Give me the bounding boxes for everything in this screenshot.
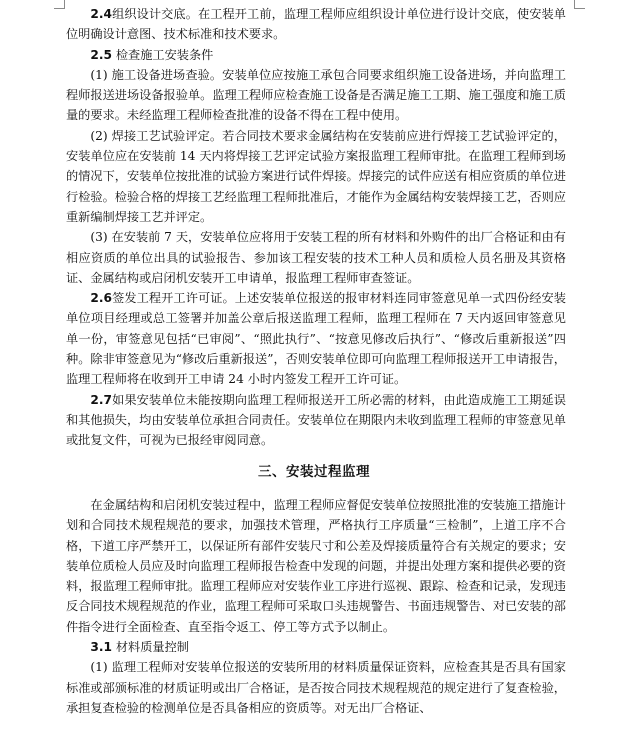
- paragraph-material-quality: (1) 监理工程师对安装单位报送的安装所用的材料质量保证资料，应检查其是否具有国家标准或部颁标准的材质证明或出厂合格证，是否按合同技术规程规范的规定进行了复查检验，承担复查检验的检测单位是否具备相应的资质等。对无出厂合格证、: [66, 660, 566, 715]
- section-title: 三、安装过程监理: [258, 464, 370, 480]
- paragraph-text: 组织设计交底。在工程开工前，监理工程师应组织设计单位进行设计交底，使安装单位明确设计意图、技术标准和技术要求。: [66, 7, 566, 42]
- section-number: 2.5: [90, 47, 112, 62]
- paragraph-2-7: [66, 390, 566, 451]
- section-number: 2.6: [90, 291, 112, 306]
- heading-2-5: [66, 45, 566, 65]
- heading-text: 材料质量控制: [111, 640, 189, 655]
- paragraph-text: 如果安装单位未能按期向监理工程师报送开工所必需的材料，由此造成施工工期延误和其他损失，均由安装单位承担合同责任。安装单位在期限内未收到监理工程师的审签意见单或批复文件，可视为已报经审阅同意。: [66, 392, 566, 448]
- paragraph-material-certificates: (3) 在安装前 7 天，安装单位应将用于安装工程的所有材料和外购件的出厂合格证和由有相应资质的单位出具的试验报告、参加该工程安装的技术工种人员和质检人员名册及其资格证、金属结构或启闭机安装开工申请单，报监理工程师审查签证。: [66, 230, 566, 285]
- margin-corner-mark: [54, 0, 65, 9]
- section-number: 2.4: [90, 7, 112, 21]
- section-number: 2.7: [90, 392, 112, 407]
- text-block-upper: [66, 4, 566, 451]
- paragraph-equipment-inspection: (1) 施工设备进场查验。安装单位应按施工承包合同要求组织施工设备进场，并向监理工程师报送进场设备报验单。监理工程师应检查施工设备是否满足施工工期、施工强度和施工质量的要求。未经监理工程师检查批准的设备不得在工程中使用。: [66, 67, 566, 123]
- paragraph-welding-evaluation: (2) 焊接工艺试验评定。若合同技术要求金属结构在安装前应进行焊接工艺试验评定的，安装单位应在安装前 14 天内将焊接工艺评定试验方案报监理工程师审批。在监理工程师到场的情况下，安装单位按批准的试验方案进行试件焊接。焊接完的试件应送有相应资质的单位进行检验。检验合格的焊接工艺经监理工程师批准后，才能作为金属结构安装焊接工艺，否则应重新编制焊接工艺并评定。: [66, 128, 566, 224]
- heading-text: 检查施工安装条件: [111, 47, 214, 62]
- margin-corner-mark: [574, 0, 585, 9]
- paragraph-text: 签发工程开工许可证。上述安装单位报送的报审材料连同审签意见单一式四份经安装单位项目经理或总工签署并加盖公章后报送监理工程师，监理工程师在 7 天内返回审签意见单一份，审签意见包括“已审阅”、“照此执行”、“按意见修改后执行”、“修改后重新报送”四种。除非审签意见为“修改后重新报送”，否则安装单位即可向监理工程师报送开工申请报告，监理工程师将在收到开工申请 24 小时内签发工程开工许可证。: [66, 291, 566, 387]
- paragraph-installation-supervision: 在金属结构和启闭机安装过程中，监理工程师应督促安装单位按照批准的安装施工措施计划和合同技术规程规范的要求，加强技术管理，严格执行工序质量“三检制”，上道工序不合格，下道工序严禁开工，以保证所有部件安装尺寸和公差及焊接质量符合有关规定的要求；安装单位质检人员应及时向监理工程师报告检查中发现的问题，并提出处理方案和提供必要的资料，报监理工程师审批。监理工程师应对安装作业工序进行巡视、跟踪、检查和记录，发现违反合同技术规程规范的作业，监理工程师可采取口头违规警告、书面违规警告、对已安装的部件指令进行全面检查、直至指令返工、停工等方式予以制止。: [66, 498, 566, 634]
- section-number: 3.1: [90, 640, 112, 655]
- text-block-lower: [66, 495, 566, 718]
- heading-3-1: [66, 637, 566, 657]
- paragraph-2-6: [66, 288, 566, 389]
- paragraph-2-4: [66, 4, 566, 45]
